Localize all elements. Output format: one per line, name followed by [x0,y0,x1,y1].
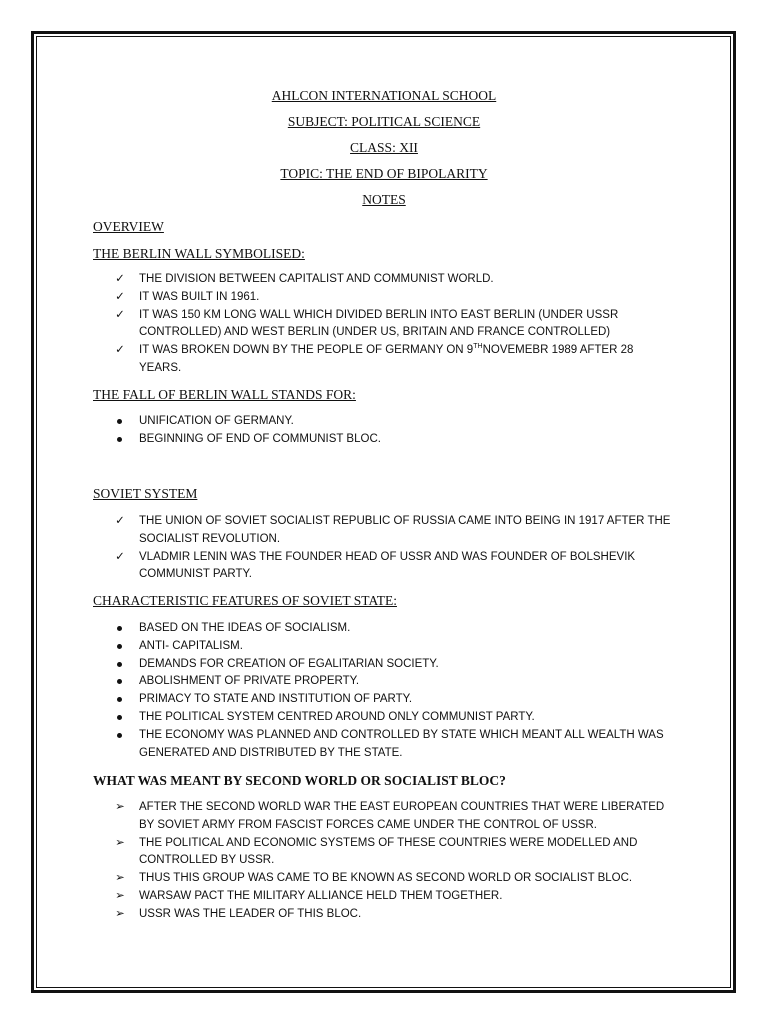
arrow-icon: ➢ [115,801,125,813]
list-item: ✓ THE UNION OF SOVIET SOCIALIST REPUBLIC OF RUSSIA CAME INTO BEING IN 1917 AFTER THE SOCIALIST REVOLUTION. [0,513,768,549]
bullet-icon [117,733,122,738]
list-item: ➢ WARSAW PACT THE MILITARY ALLIANCE HELD THEM TOGETHER. [0,888,768,906]
check-icon: ✓ [115,550,125,563]
bullet-icon [117,679,122,684]
topic-line: TOPIC: THE END OF BIPOLARITY [280,166,488,181]
list-item: ✓ IT WAS BUILT IN 1961. [0,289,768,307]
overview-heading: OVERVIEW [93,219,164,234]
soviet-system-heading: SOVIET SYSTEM [93,486,198,501]
soviet-system-list [0,513,768,584]
list-item: ✓ THE DIVISION BETWEEN CAPITALIST AND COMMUNIST WORLD. [0,271,768,289]
notes-line: NOTES [362,192,406,207]
bullet-icon [117,644,122,649]
list-item: ANTI- CAPITALISM. [0,638,768,656]
arrow-icon: ➢ [115,872,125,885]
bullet-icon [117,437,122,442]
list-item: ✓ IT WAS 150 KM LONG WALL WHICH DIVIDED BERLIN INTO EAST BERLIN (UNDER USSR CONTROLLED) AND WEST BERLIN (UNDER US, BRITAIN AND FRANCE CONTROLLED) [0,307,768,343]
school-title: AHLCON INTERNATIONAL SCHOOL [271,88,497,103]
list-item: BEGINNING OF END OF COMMUNIST BLOC. [0,431,768,449]
list-item: ✓ VLADMIR LENIN WAS THE FOUNDER HEAD OF USSR AND WAS FOUNDER OF BOLSHEVIK COMMUNIST PARTY. [0,549,768,585]
bullet-icon [117,419,122,424]
features-list [0,620,768,762]
list-item: ➢ THUS THIS GROUP WAS CAME TO BE KNOWN AS SECOND WORLD OR SOCIALIST BLOC. [0,870,768,888]
bullet-icon [117,626,122,631]
check-icon: ✓ [115,515,125,527]
bullet-icon [117,662,122,667]
list-item: ➢ THE POLITICAL AND ECONOMIC SYSTEMS OF THESE COUNTRIES WERE MODELLED AND CONTROLLED BY USSR. [0,835,768,871]
bullet-icon [117,715,122,720]
check-icon: ✓ [115,273,125,285]
arrow-icon: ➢ [115,907,125,920]
list-item: UNIFICATION OF GERMANY. [0,413,768,431]
list-item: PRIMACY TO STATE AND INSTITUTION OF PARTY. [0,691,768,709]
check-icon: ✓ [115,344,125,357]
fall-heading: THE FALL OF BERLIN WALL STANDS FOR: [93,387,356,402]
berlin-wall-list [0,271,768,378]
arrow-icon: ➢ [115,836,125,849]
bullet-icon [117,697,122,702]
check-icon: ✓ [115,290,125,303]
list-item: THE ECONOMY WAS PLANNED AND CONTROLLED BY STATE WHICH MEANT ALL WEALTH WAS GENERATED AND DISTRIBUTED BY THE STATE. [0,727,768,763]
check-icon: ✓ [115,308,125,321]
list-item: BASED ON THE IDEAS OF SOCIALISM. [0,620,768,638]
second-world-list [0,799,768,924]
list-item: ➢ USSR WAS THE LEADER OF THIS BLOC. [0,906,768,924]
list-item: ABOLISHMENT OF PRIVATE PROPERTY. [0,673,768,691]
arrow-icon: ➢ [115,889,125,902]
list-item: THE POLITICAL SYSTEM CENTRED AROUND ONLY COMMUNIST PARTY. [0,709,768,727]
list-item: ➢ AFTER THE SECOND WORLD WAR THE EAST EUROPEAN COUNTRIES THAT WERE LIBERATED BY SOVIET ARMY FROM FASCIST FORCES CAME UNDER THE CONTROL OF USSR. [0,799,768,835]
second-world-heading: WHAT WAS MEANT BY SECOND WORLD OR SOCIALIST BLOC? [93,773,506,788]
berlin-wall-heading: THE BERLIN WALL SYMBOLISED: [93,246,305,261]
fall-list [0,413,768,449]
subject-line: SUBJECT: POLITICAL SCIENCE [287,114,481,129]
class-line: CLASS: XII [350,140,418,155]
list-item: ✓ IT WAS BROKEN DOWN BY THE PEOPLE OF GERMANY ON 9THNOVEMEBR 1989 AFTER 28 YEARS. [0,342,768,378]
features-heading: CHARACTERISTIC FEATURES OF SOVIET STATE: [93,593,397,608]
list-item: DEMANDS FOR CREATION OF EGALITARIAN SOCIETY. [0,656,768,674]
